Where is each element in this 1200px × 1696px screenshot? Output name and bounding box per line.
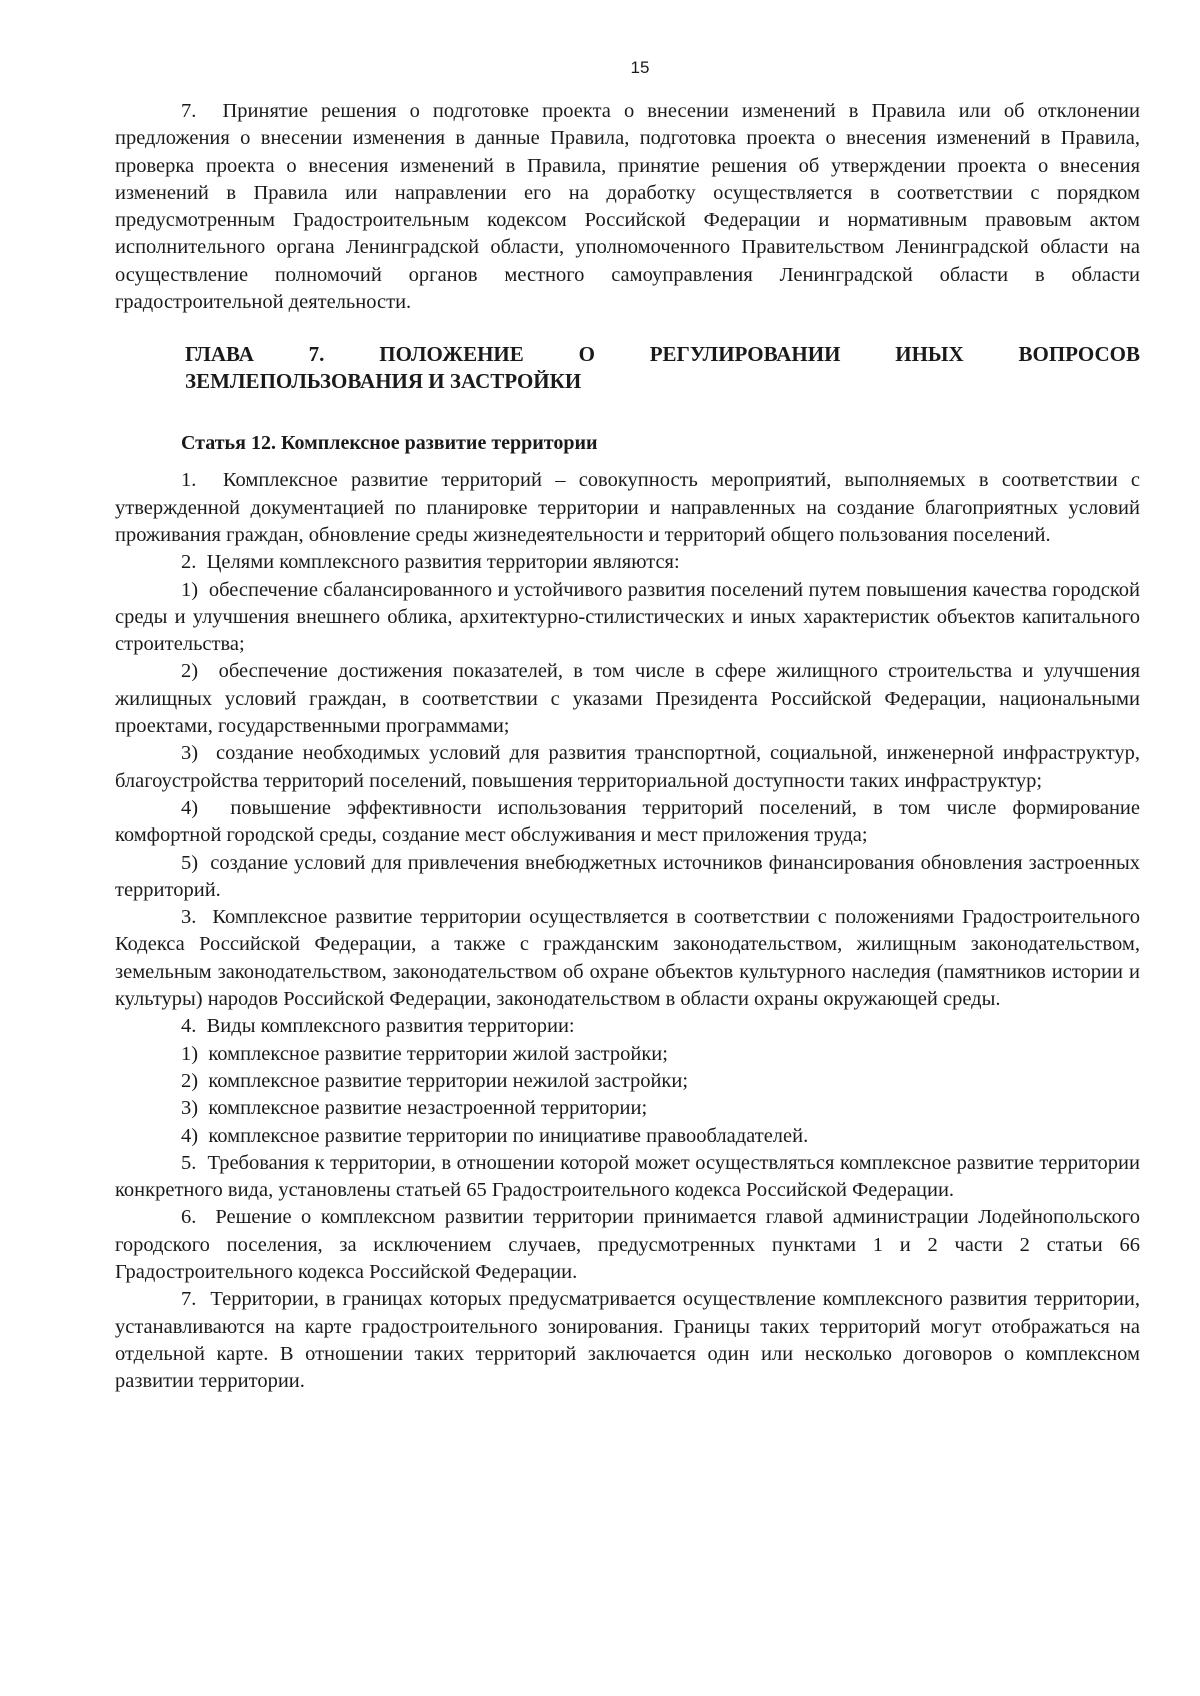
article-list-item: 1) комплексное развитие территории жилой застройки; [181, 1042, 668, 1065]
article-list-item: 4) комплексное развитие территории по инициативе правообладателей. [181, 1124, 809, 1147]
article-paragraph: 1. Комплексное развитие территорий – совокупность мероприятий, выполняемых в соответствии с утвержденной документацией по планировке территории и направленных на создание благоприятных условий проживания граждан, обновление среды жизнедеятельности и территорий общего пользования поселений. [115, 469, 1140, 546]
article-paragraph: 5. Требования к территории, в отношении которой может осуществляться комплексное развитие территории конкретного вида, установлены статьей 65 Градостроительного кодекса Российской Федерации. [115, 1151, 1140, 1202]
document-page [115, 58, 1140, 1395]
chapter-heading-line-2: ЗЕМЛЕПОЛЬЗОВАНИЯ И ЗАСТРОЙКИ [185, 369, 582, 394]
article-list-item: 2) обеспечение достижения показателей, в том числе в сфере жилищного строительства и улучшения жилищных условий граждан, в соответствии с указами Президента Российской Федерации, национальными проектами, государственными программами; [115, 660, 1140, 738]
article-list-item: 3) создание необходимых условий для развития транспортной, социальной, инженерной инфраструктур, благоустройства территорий поселений, повышения территориальной доступности таких инфраструктур; [115, 742, 1140, 792]
article-paragraph: 6. Решение о комплексном развитии территории принимается главой администрации Лодейнопольского городского поселения, за исключением случаев, предусмотренных пунктами 1 и 2 части 2 статьи 66 Градостроительного кодекса Российской Федерации. [115, 1206, 1140, 1283]
paragraph-rules-amendment: 7. Принятие решения о подготовке проекта о внесении изменений в Правила или об отклонении предложения о внесении изменения в данные Правила, подготовка проекта о внесения изменений в Правила, проверка проекта о внесения изменений в Правила, принятие решения об утверждении проекта о внесения изменений в Правила или направлении его на доработку осуществляется в соответствии с порядком предусмотренным Градостроительным кодексом Российской Федерации и нормативным правовым актом исполнительного органа Ленинградской области, уполномоченного Правительством Ленинградской области на осуществление полномочий органов местного самоуправления Ленинградской области в области градостроительной деятельности. [115, 100, 1140, 314]
article-paragraph: 4. Виды комплексного развития территории: [181, 1015, 575, 1038]
article-list-item: 2) комплексное развитие территории нежилой застройки; [181, 1069, 689, 1092]
article-list-item: 4) повышение эффективности использования территорий поселений, в том числе формирование комфортной городской среды, создание мест обслуживания и мест приложения труда; [115, 796, 1140, 847]
article-paragraph: 3. Комплексное развитие территории осуществляется в соответствии с положениями Градостроительного Кодекса Российской Федерации, а также с гражданским законодательством, жилищным законодательством, земельным законодательством, законодательством об охране объектов культурного наследия (памятников истории и культуры) народов Российской Федерации, законодательством в области охраны окружающей среды. [115, 906, 1140, 1011]
article-list-item: 1) обеспечение сбалансированного и устойчивого развития поселений путем повышения качества городской среды и улучшения внешнего облика, архитектурно-стилистических и иных характеристик объектов капитального строительства; [115, 578, 1140, 656]
chapter-heading-line-1: ГЛАВА 7. ПОЛОЖЕНИЕ О РЕГУЛИРОВАНИИ ИНЫХ ВОПРОСОВ [185, 342, 1140, 367]
page-number: 15 [630, 58, 650, 77]
article-paragraph: 2. Целями комплексного развития территории являются: [181, 551, 680, 574]
article-list-item: 5) создание условий для привлечения внебюджетных источников финансирования обновления застроенных территорий. [115, 851, 1140, 901]
article-list-item: 3) комплексное развитие незастроенной территории; [181, 1097, 648, 1120]
article-paragraph: 7. Территории, в границах которых предусматривается осуществление комплексного развития территории, устанавливаются на карте градостроительного зонирования. Границы таких территорий могут отображаться на отдельной карте. В отношении таких территорий заключается один или несколько договоров о комплексном развитии территории. [115, 1288, 1140, 1393]
article-title: Статья 12. Комплексное развитие территории [181, 432, 598, 455]
